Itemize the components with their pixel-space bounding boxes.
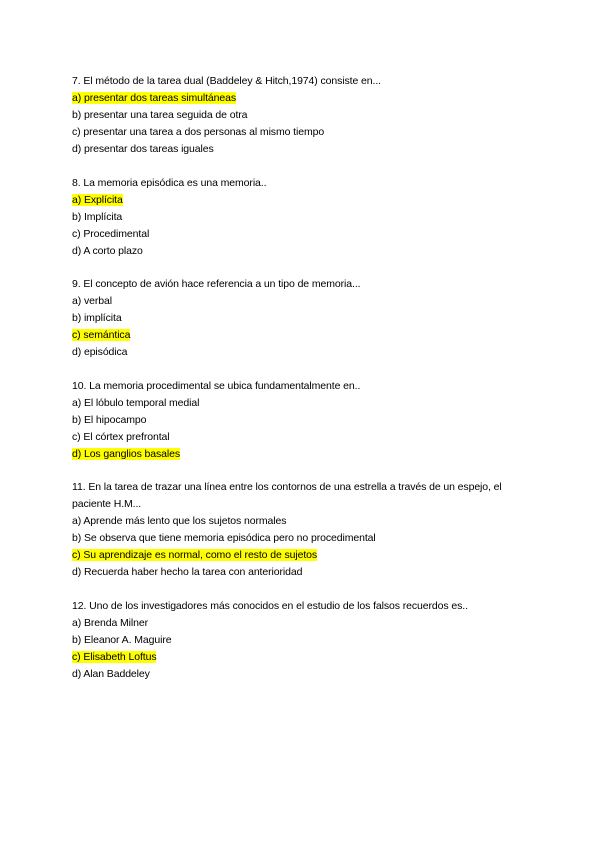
answer-option: c) El córtex prefrontal: [72, 431, 170, 443]
question-9: [72, 276, 542, 361]
answer-option: a) El lóbulo temporal medial: [72, 397, 200, 409]
question-stem: 8. La memoria episódica es una memoria..: [72, 177, 267, 189]
highlighted-answer: a) Explícita: [72, 194, 123, 206]
answer-option: [72, 192, 542, 209]
answer-option: [72, 547, 542, 564]
answer-option: d) Recuerda haber hecho la tarea con anterioridad: [72, 566, 303, 578]
highlighted-answer: c) Su aprendizaje es normal, como el resto de sujetos: [72, 549, 318, 561]
answer-option: [72, 649, 542, 666]
question-11: [72, 479, 542, 581]
answer-option: [72, 446, 542, 463]
answer-option: d) A corto plazo: [72, 245, 143, 257]
answer-option: b) presentar una tarea seguida de otra: [72, 109, 248, 121]
highlighted-answer: d) Los ganglios basales: [72, 448, 181, 460]
highlighted-answer: c) Elisabeth Loftus: [72, 651, 157, 663]
question-stem: 7. El método de la tarea dual (Baddeley & Hitch,1974) consiste en...: [72, 75, 381, 87]
answer-option: a) Brenda Milner: [72, 617, 149, 629]
question-stem: 12. Uno de los investigadores más conocidos en el estudio de los falsos recuerdos es..: [72, 600, 468, 612]
question-7: [72, 73, 542, 158]
highlighted-answer: a) presentar dos tareas simultáneas: [72, 92, 237, 104]
answer-option: d) episódica: [72, 346, 128, 358]
answer-option: [72, 90, 542, 107]
answer-option: a) Aprende más lento que los sujetos normales: [72, 515, 287, 527]
answer-option: b) implícita: [72, 312, 122, 324]
answer-option: [72, 327, 542, 344]
question-10: [72, 378, 542, 463]
answer-option: b) Se observa que tiene memoria episódica pero no procedimental: [72, 532, 376, 544]
answer-option: d) Alan Baddeley: [72, 668, 150, 680]
question-8: [72, 175, 542, 260]
question-stem: 10. La memoria procedimental se ubica fundamentalmente en..: [72, 380, 361, 392]
answer-option: b) Eleanor A. Maguire: [72, 634, 172, 646]
question-stem: 11. En la tarea de trazar una línea entre los contornos de una estrella a través de un espejo, el paciente H.M...: [72, 481, 502, 510]
answer-option: d) presentar dos tareas iguales: [72, 143, 214, 155]
answer-option: a) verbal: [72, 295, 112, 307]
answer-option: b) Implícita: [72, 211, 123, 223]
answer-option: b) El hipocampo: [72, 414, 147, 426]
answer-option: c) presentar una tarea a dos personas al mismo tiempo: [72, 126, 325, 138]
highlighted-answer: c) semántica: [72, 329, 131, 341]
question-12: [72, 598, 542, 683]
question-stem: 9. El concepto de avión hace referencia a un tipo de memoria...: [72, 278, 361, 290]
answer-option: c) Procedimental: [72, 228, 150, 240]
